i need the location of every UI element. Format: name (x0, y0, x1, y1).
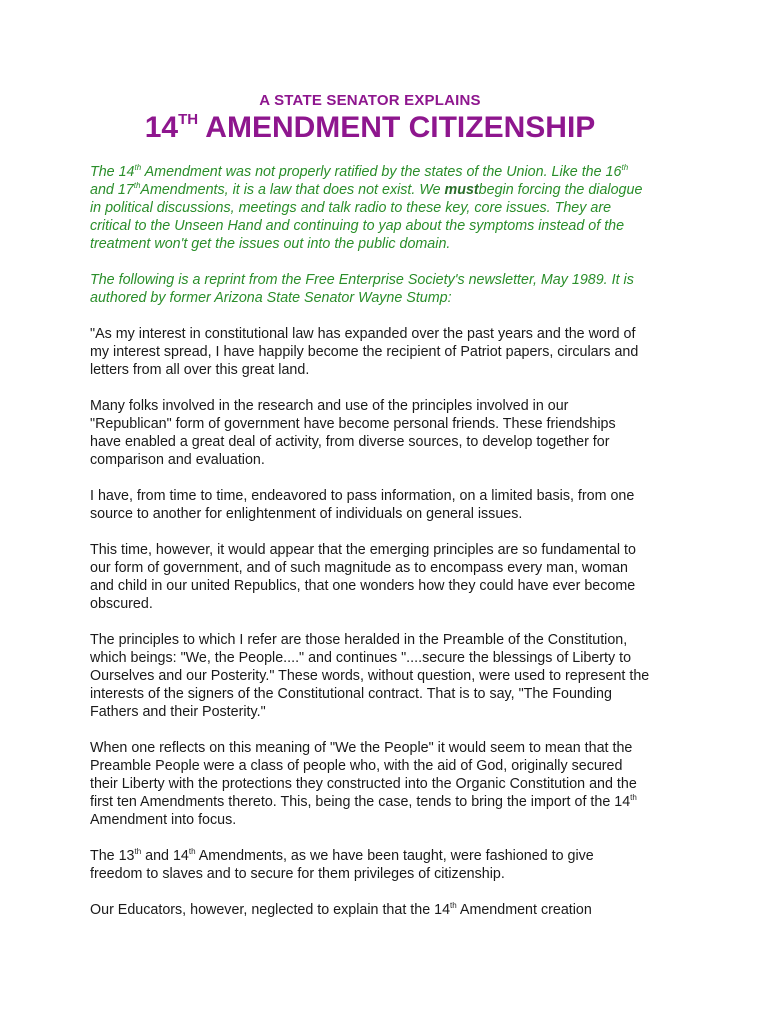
body-paragraph-4: This time, however, it would appear that the emerging principles are so fundamental to our form of government, and of such magnitude as to encompass every man, woman and child in our united Republics, that one wonders how they could have ever become obscured. (90, 542, 636, 612)
intro-paragraph-1 (90, 163, 650, 253)
intro-p1-text-b: Amendment was not properly ratified by the states of the Union. Like the 16 (141, 164, 622, 180)
body-p6-text-b: Amendment into focus. (90, 812, 237, 828)
body-p7-text-a: The 13 (90, 848, 135, 864)
body-paragraph-2: Many folks involved in the research and use of the principles involved in our "Republican" form of government have become personal friends. These friendships have enabled a great deal of activity, from diverse sources, to develop together for comparison and evaluation. (90, 398, 616, 468)
ordinal-sup: th (630, 793, 637, 802)
ordinal-sup: th (188, 847, 196, 856)
intro-p1-text-c: and 17 (90, 182, 134, 198)
body-p7-text-c: Amendments, as we have been taught, were fashioned to give freedom to slaves and to secure for them privileges of citizenship. (90, 848, 594, 882)
ordinal-sup: th (450, 901, 457, 910)
body-paragraph-8 (90, 901, 650, 919)
body-p8-text-a: Our Educators, however, neglected to explain that the 14 (90, 902, 451, 918)
body-p6-text-a: When one reflects on this meaning of "We the People" it would seem to mean that the Preamble People were a class of people who, with the aid of God, originally secured their Liberty with the protections they constructed into the Organic Constitution and the first ten Amendments thereto. This, being the case, tends to bring the import of the 14 (90, 740, 637, 810)
title-rest: AMENDMENT CITIZENSHIP (198, 111, 596, 144)
body-p8-text-b: Amendment creation (456, 902, 592, 918)
title-superscript: TH (178, 111, 199, 128)
intro-paragraph-2: The following is a reprint from the Free Enterprise Society's newsletter, May 1989. It is authored by former Arizona State Senator Wayne Stump: (90, 272, 634, 306)
document-title (90, 111, 650, 145)
body-paragraph-6 (90, 739, 650, 829)
intro-p1-text-e: begin forcing the dialogue in political discussions, meetings and talk radio to these key, core issues. They are critical to the Unseen Hand and continuing to yap about the symptoms instead of the treatment won't get the issues out into the public domain. (90, 182, 643, 252)
body-p7-text-b: and 14 (141, 848, 189, 864)
body-paragraph-7 (90, 847, 650, 883)
body-paragraph-5: The principles to which I refer are those heralded in the Preamble of the Constitution, which beings: "We, the People...." and continues "....secure the blessings of Liberty to Ourselves and our Posterity." These words, without question, were used to represent the interests of the signers of the Constitutional contract. That is to say, "The Founding Fathers and their Posterity." (90, 632, 650, 720)
ordinal-sup: th (134, 163, 142, 172)
intro-p1-text-d: Amendments, it is a law that does not exist. We (140, 182, 445, 198)
body-paragraph-1: "As my interest in constitutional law has expanded over the past years and the word of my interest spread, I have happily become the recipient of Patriot papers, circulars and letters from all over this great land. (90, 326, 639, 378)
ordinal-sup: th (621, 163, 629, 172)
title-number: 14 (144, 111, 179, 144)
document-kicker: A STATE SENATOR EXPLAINS (259, 92, 481, 109)
ordinal-sup: th (134, 847, 142, 856)
ordinal-sup: th (133, 181, 141, 190)
emphasis-must: must (444, 182, 479, 198)
intro-p1-text-a: The 14 (90, 164, 135, 180)
body-paragraph-3: I have, from time to time, endeavored to pass information, on a limited basis, from one source to another for enlightenment of individuals on general issues. (90, 488, 635, 522)
